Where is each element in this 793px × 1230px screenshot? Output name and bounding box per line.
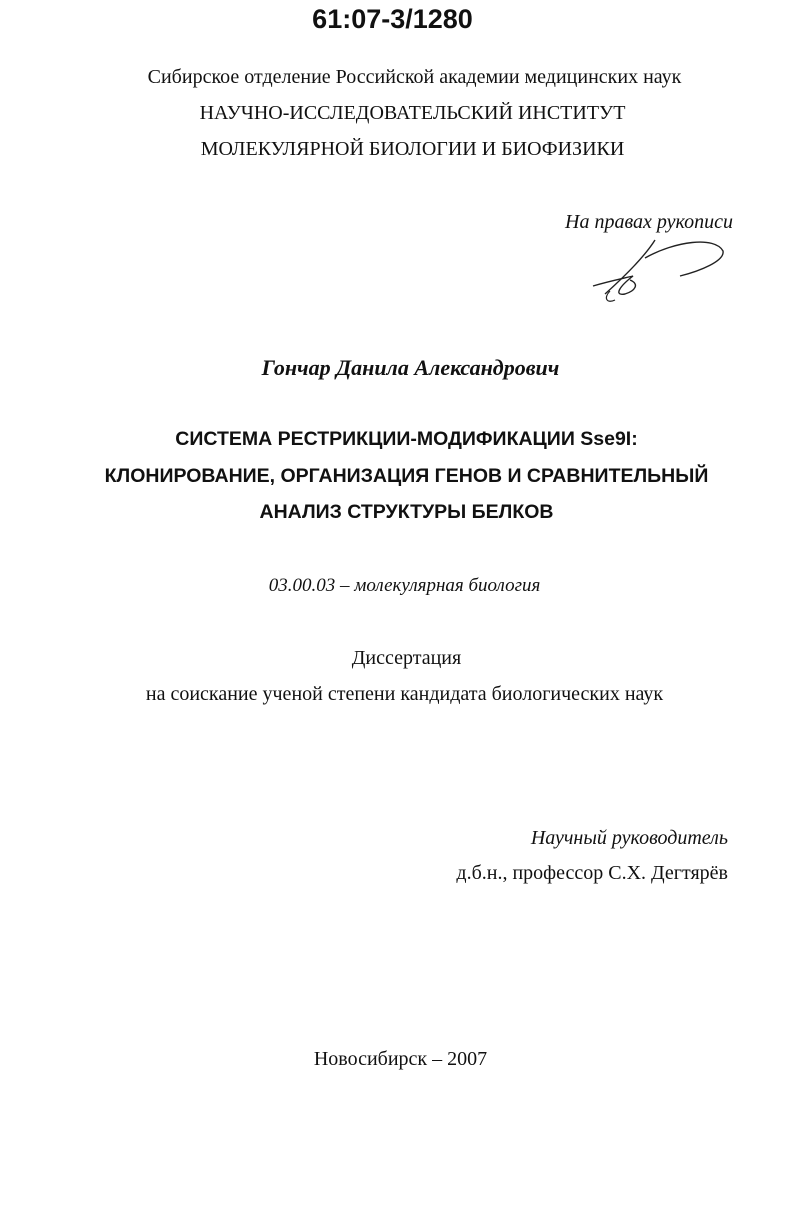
work-type: Диссертация (351, 647, 462, 669)
title-line-3: АНАЛИЗ СТРУКТУРЫ БЕЛКОВ (259, 501, 554, 523)
specialty: 03.00.03 – молекулярная биология (268, 575, 541, 596)
institute-line-2: МОЛЕКУЛЯРНОЙ БИОЛОГИИ И БИОФИЗИКИ (200, 138, 625, 160)
parent-organization: Сибирское отделение Российской академии медицинских наук (147, 66, 682, 88)
supervisor-label: Научный руководитель (530, 827, 728, 849)
manuscript-note: На правах рукописи (565, 211, 733, 233)
institute-line-1: НАУЧНО-ИССЛЕДОВАТЕЛЬСКИЙ ИНСТИТУТ (199, 102, 626, 124)
place-year: Новосибирск – 2007 (313, 1048, 488, 1070)
author-name: Гончар Данила Александрович (261, 355, 560, 380)
catalog-number: 61:07-3/1280 (312, 4, 473, 34)
degree: на соискание ученой степени кандидата биологических наук (145, 683, 664, 705)
title-line-1: СИСТЕМА РЕСТРИКЦИИ-МОДИФИКАЦИИ Sse9I: (175, 428, 638, 450)
signature-image (585, 236, 730, 306)
title-line-2: КЛОНИРОВАНИЕ, ОРГАНИЗАЦИЯ ГЕНОВ И СРАВНИТЕЛЬНЫЙ (104, 465, 709, 487)
supervisor-name: д.б.н., профессор С.Х. Дегтярёв (456, 862, 728, 884)
